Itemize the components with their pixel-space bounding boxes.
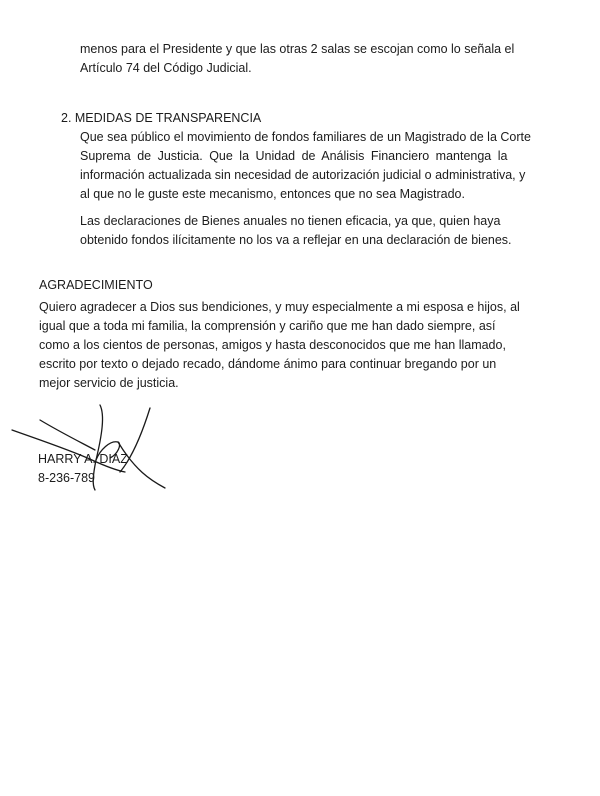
acknowledgement-paragraph [39, 298, 544, 393]
paragraph-line: Las declaraciones de Bienes anuales no tienen eficacia, ya que, quien haya [80, 214, 501, 228]
signer-block [38, 450, 128, 488]
section-heading-acknowledgement: AGRADECIMIENTO [39, 278, 153, 292]
section-heading-transparency: 2. MEDIDAS DE TRANSPARENCIA [61, 111, 262, 125]
paragraph-line: al que no le guste este mecanismo, entonces que no sea Magistrado. [80, 187, 465, 201]
intro-line: menos para el Presidente y que las otras 2 salas se escojan como lo señala el [80, 42, 515, 56]
intro-paragraph [80, 40, 542, 78]
paragraph-line: Suprema de Justicia. Que la Unidad de Análisis Financiero mantenga la [80, 149, 508, 163]
paragraph-line: escrito por texto o dejado recado, dándome ánimo para continuar bregando por un [39, 357, 497, 371]
paragraph-line: como a los cientos de personas, amigos y hasta desconocidos que me han llamado, [39, 338, 506, 352]
transparency-paragraph-1 [80, 128, 542, 204]
paragraph-line: mejor servicio de justicia. [39, 376, 179, 390]
transparency-paragraph-2 [80, 212, 542, 250]
paragraph-line: igual que a toda mi familia, la comprensión y cariño que me han dado siempre, así [39, 319, 496, 333]
paragraph-line: obtenido fondos ilícitamente no los va a reflejar en una declaración de bienes. [80, 233, 512, 247]
paragraph-line: información actualizada sin necesidad de autorización judicial o administrativa, y [80, 168, 526, 182]
paragraph-line: Quiero agradecer a Dios sus bendiciones, y muy especialmente a mi esposa e hijos, al [39, 300, 520, 314]
signer-name: HARRY A. DIAZ [38, 452, 128, 466]
signer-id-number: 8-236-789 [38, 471, 95, 485]
intro-line: Artículo 74 del Código Judicial. [80, 61, 252, 75]
paragraph-line: Que sea público el movimiento de fondos familiares de un Magistrado de la Corte [80, 130, 531, 144]
